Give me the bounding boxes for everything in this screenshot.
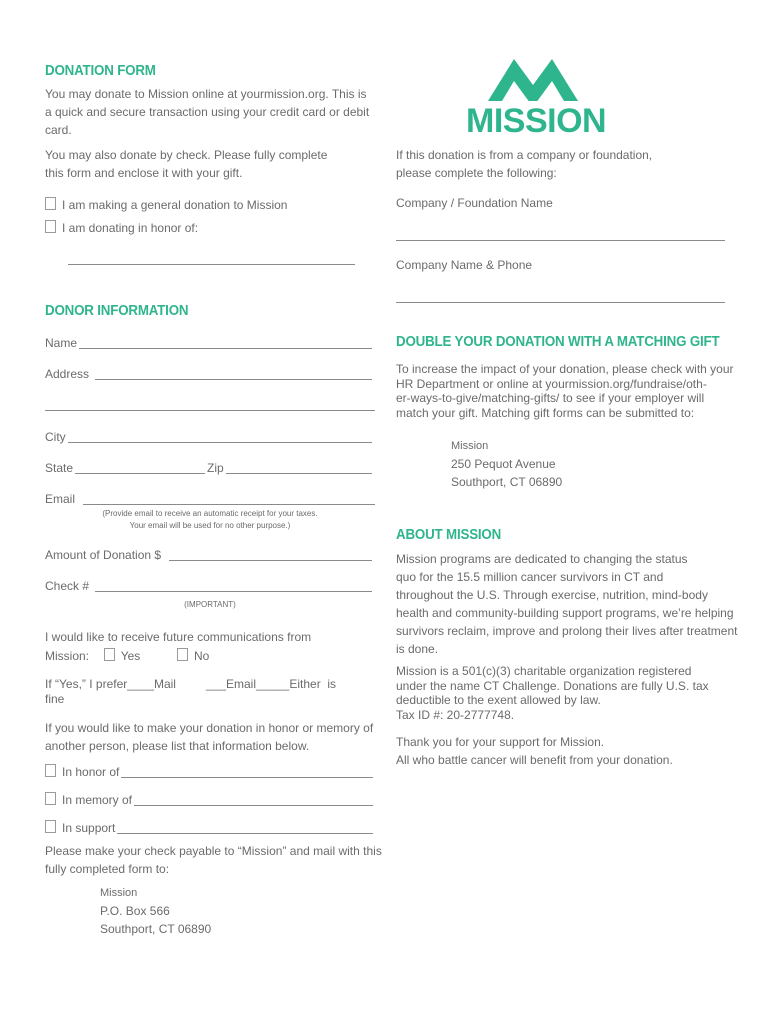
about-line: throughout the U.S. Through exercise, nutrition, mind-body — [396, 588, 708, 602]
email-note — [45, 508, 375, 532]
general-donation-checkbox[interactable] — [45, 197, 56, 210]
intro-line: You may donate to Mission online at yourmission.org. This is — [45, 87, 367, 101]
matching-line: HR Department or online at yourmission.org/fundraise/oth- — [396, 376, 707, 391]
nonprofit-line: under the name CT Challenge. Donations are fully U.S. tax — [396, 678, 709, 693]
yes-label: Yes — [120, 649, 141, 663]
nonprofit-line: Tax ID #: 20-2777748. — [396, 707, 515, 722]
mission-logo — [466, 59, 607, 141]
zip-field[interactable] — [207, 473, 372, 474]
company-phone-label: Company Name & Phone — [396, 258, 533, 272]
about-line: health and community-building support programs, we’re helping — [396, 606, 734, 620]
in-memory-of-label: In memory of — [62, 793, 133, 807]
check-line: You may also donate by check. Please fully complete — [45, 148, 328, 162]
communications-prefix: Mission: — [45, 649, 90, 663]
donation-form-heading: DONATION FORM — [45, 63, 156, 79]
honor-donation-checkbox[interactable] — [45, 220, 56, 233]
zip-label: Zip — [207, 461, 224, 475]
donation-intro — [45, 85, 385, 139]
yes-checkbox[interactable] — [104, 648, 115, 661]
matching-address-line: Southport, CT 06890 — [451, 475, 563, 489]
name-field[interactable] — [45, 348, 372, 349]
matching-address-line: Mission — [451, 440, 489, 452]
company-intro-line: please complete the following: — [396, 166, 557, 180]
check-number-label: Check # — [45, 579, 95, 593]
honor-intro — [45, 719, 385, 755]
mission-mountain-icon — [466, 59, 600, 101]
payable-line: Please make your check payable to “Mission” and mail with this — [45, 844, 382, 858]
preference-line: If “Yes,” I prefer____Mail ___Email_____Either is — [45, 677, 337, 691]
matching-line: er-ways-to-give/matching-gifts/ to see if your employer will — [396, 391, 705, 405]
company-intro-line: If this donation is from a company or foundation, — [396, 148, 653, 162]
intro-line: a quick and secure transaction using your credit card or debit — [45, 105, 370, 119]
honor-donation-option[interactable] — [45, 219, 198, 237]
about-line: quo for the 15.5 million cancer survivors in CT and — [396, 570, 664, 584]
important-note: (IMPORTANT) — [184, 600, 236, 609]
mailing-address — [100, 884, 211, 938]
email-label: Email — [45, 492, 83, 506]
preference-line: fine — [45, 692, 65, 706]
general-donation-option[interactable] — [45, 196, 287, 214]
company-name-field[interactable] — [396, 240, 725, 241]
about-mission-heading: ABOUT MISSION — [396, 527, 502, 543]
about-mission-body — [396, 550, 741, 658]
in-honor-of-checkbox[interactable] — [45, 764, 56, 777]
matching-gift-address — [451, 437, 562, 491]
payable-instructions — [45, 842, 385, 878]
thanks-line: Thank you for your support for Mission. — [396, 735, 605, 749]
no-label: No — [193, 649, 210, 663]
amount-label: Amount of Donation $ — [45, 548, 169, 562]
thank-you-message — [396, 733, 741, 769]
address-line-2-field[interactable] — [45, 410, 375, 411]
intro-line: card. — [45, 123, 72, 137]
nonprofit-line: deductible to the exent allowed by law. — [396, 693, 601, 707]
communications-question: I would like to receive future communications from — [45, 630, 312, 644]
communications-choice — [45, 647, 209, 665]
honor-intro-line: another person, please list that information below. — [45, 739, 310, 753]
mail-address-line: Mission — [100, 887, 138, 899]
payable-line: fully completed form to: — [45, 862, 170, 876]
no-checkbox[interactable] — [177, 648, 188, 661]
email-note-line: (Provide email to receive an automatic receipt for your taxes. — [102, 509, 318, 518]
name-label: Name — [45, 336, 78, 350]
in-support-checkbox[interactable] — [45, 820, 56, 833]
general-donation-label: I am making a general donation to Mission — [62, 198, 288, 212]
in-support-label: In support — [62, 821, 116, 835]
matching-line: match your gift. Matching gift forms can be submitted to: — [396, 405, 695, 420]
in-honor-of-option[interactable] — [45, 764, 121, 779]
mission-wordmark: MISSION — [466, 102, 607, 140]
about-line: survivors reclaim, improve and prolong their lives after treatment — [396, 624, 738, 638]
check-line: this form and enclose it with your gift. — [45, 166, 243, 180]
email-field[interactable] — [45, 504, 375, 505]
honor-intro-line: If you would like to make your donation in honor or memory of — [45, 721, 374, 735]
honoree-name-field[interactable] — [68, 264, 355, 265]
donor-information-heading: DONOR INFORMATION — [45, 303, 189, 319]
in-support-option[interactable] — [45, 820, 117, 835]
company-phone-field[interactable] — [396, 302, 725, 303]
address-label: Address — [45, 367, 95, 381]
honor-donation-label: I am donating in honor of: — [62, 221, 199, 235]
matching-gift-body — [396, 362, 741, 420]
about-line: Mission programs are dedicated to changing the status — [396, 552, 688, 566]
in-memory-of-checkbox[interactable] — [45, 792, 56, 805]
nonprofit-line: Mission is a 501(c)(3) charitable organization registered — [396, 664, 692, 678]
nonprofit-statement — [396, 664, 741, 722]
mail-address-line: Southport, CT 06890 — [100, 922, 212, 936]
state-label: State — [45, 461, 74, 475]
in-honor-of-label: In honor of — [62, 765, 120, 779]
matching-address-line: 250 Pequot Avenue — [451, 457, 556, 471]
city-label: City — [45, 430, 66, 444]
matching-line: To increase the impact of your donation, please check with your — [396, 362, 734, 376]
city-field[interactable] — [45, 442, 372, 443]
in-memory-of-option[interactable] — [45, 792, 134, 807]
email-note-line: Your email will be used for no other purpose.) — [129, 521, 291, 530]
matching-gift-heading: DOUBLE YOUR DONATION WITH A MATCHING GIFT — [396, 334, 720, 350]
about-line: is done. — [396, 642, 439, 656]
company-intro — [396, 146, 736, 182]
check-instructions — [45, 146, 385, 182]
company-name-label: Company / Foundation Name — [396, 196, 553, 210]
mail-address-line: P.O. Box 566 — [100, 904, 170, 918]
thanks-line: All who battle cancer will benefit from your donation. — [396, 753, 673, 767]
contact-preference — [45, 677, 385, 707]
